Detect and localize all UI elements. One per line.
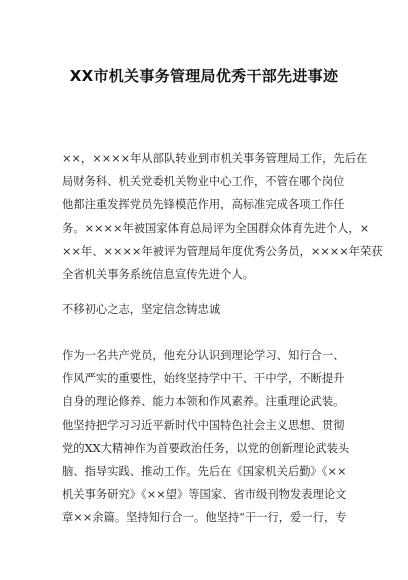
text-line: 章××余篇。坚持知行合一。他坚持“干一行，爱一行，专 xyxy=(62,511,347,525)
text-line: 他都注重发挥党员先锋模范作用，高标准完成各项工作任 xyxy=(62,198,345,212)
text-line: 他坚持把学习习近平新时代中国特色社会主义思想、贯彻 xyxy=(62,418,345,432)
text-line: 作为一名共产党员，他充分认识到理论学习、知行合一、 xyxy=(62,349,345,362)
text-line: ××年、××××年被评为管理局年度优秀公务员，××××年荣获 xyxy=(62,244,383,258)
text-line: 局财务科、机关党委机关物业中心工作，不管在哪个岗位 xyxy=(62,175,345,189)
text-line: 作风严实的重要性，始终坚持学中干、干中学，不断提升 xyxy=(62,372,345,386)
paragraph-body xyxy=(62,344,349,530)
text-line: 自身的理论修养、能力本领和作风素养。注重理论武装。 xyxy=(62,395,345,409)
text-line: 机关事务研究》《××望》等国家、省市级刊物发表理论文 xyxy=(62,488,347,502)
document-title: XX市机关事务管理局优秀干部先进事迹 xyxy=(69,67,339,85)
paragraph-intro xyxy=(62,147,383,286)
text-line: 党的XX大精神作为首要政治任务，以党的创新理论武装头 xyxy=(62,441,350,455)
section-heading: 不移初心之志，坚定信念铸忠诚 xyxy=(62,303,221,316)
text-line: 务。××××年被国家体育总局评为全国群众体育先进个人，× xyxy=(62,221,370,235)
text-line: 全省机关事务系统信息宣传先进个人。 xyxy=(62,268,255,282)
text-line: 脑、指导实践、推动工作。先后在《国家机关后勤》《×× xyxy=(62,465,347,479)
text-line: ××，××××年从部队转业到市机关事务管理局工作，先后在 xyxy=(62,152,368,165)
